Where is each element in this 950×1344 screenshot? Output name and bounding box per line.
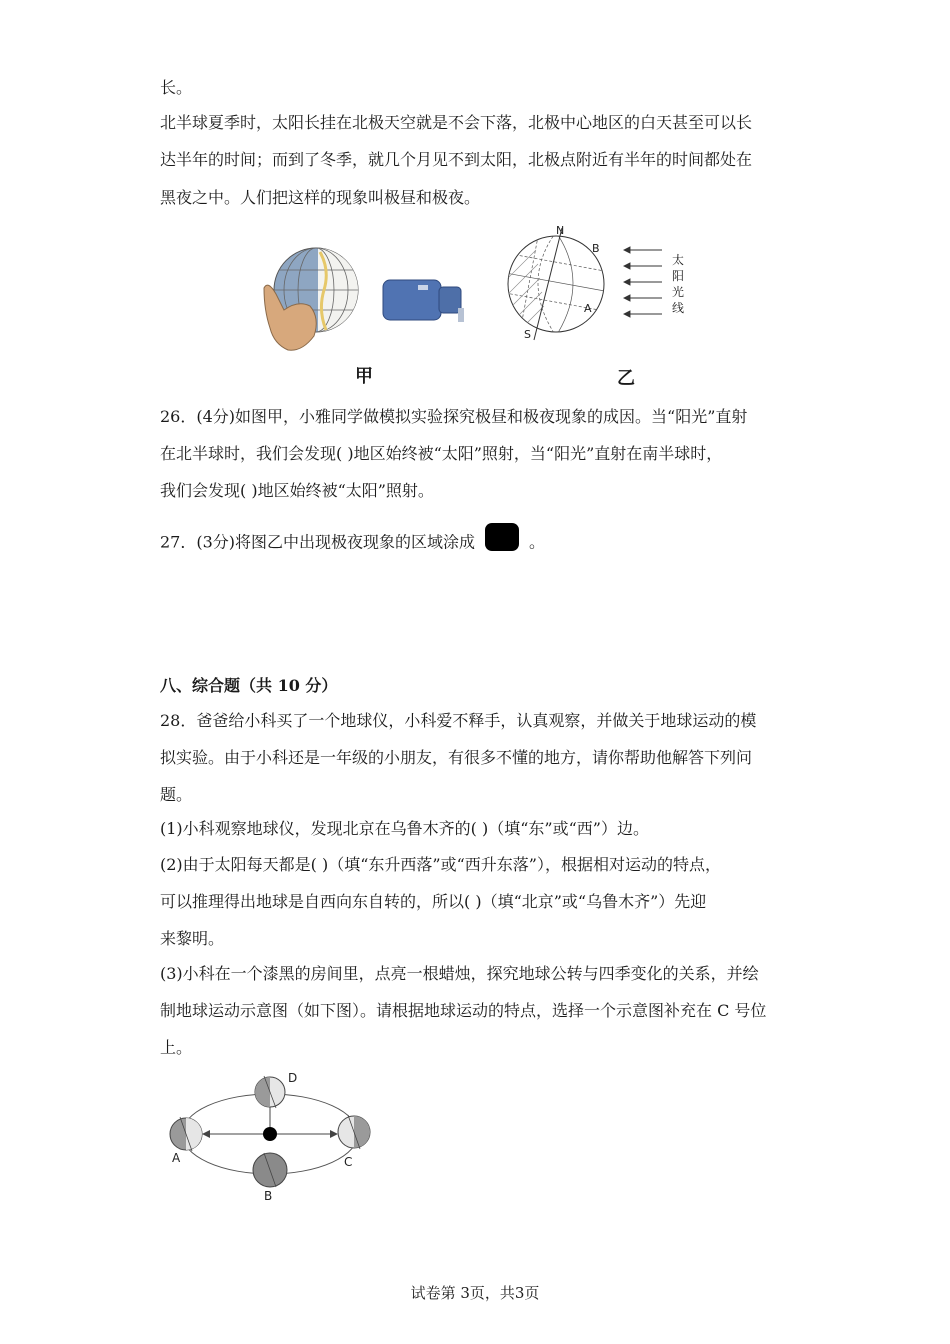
label-b: B: [592, 242, 600, 255]
label-a: A: [584, 302, 592, 315]
sunlight-char-1: 太: [672, 253, 685, 267]
q26-line-1: 26．(4分)如图甲，小雅同学做模拟实验探究极昼和极夜现象的成因。当“阳光”直射: [160, 407, 748, 426]
q28-part-2-line-1: (2)由于太阳每天都是( )（填“东升西落”或“西升东落”），根据相对运动的特点，: [160, 855, 721, 874]
earth-orbit-diagram: [160, 1066, 390, 1206]
black-fill-swatch: [485, 523, 519, 551]
q28-part-2-line-3: 来黎明。: [160, 929, 225, 948]
orbit-label-a: A: [172, 1151, 181, 1165]
q28-part-1: (1)小科观察地球仪，发现北京在乌鲁木齐的( )（填“东”或“西”）边。: [160, 819, 649, 838]
q28-line-1: 28．爸爸给小科买了一个地球仪，小科爱不释手，认真观察，并做关于地球运动的模: [160, 711, 757, 730]
orbit-label-c: C: [344, 1155, 353, 1169]
q27-period: 。: [529, 532, 546, 552]
figure-jia-globe-flashlight: [258, 240, 473, 360]
earth-position-a: [170, 1117, 202, 1151]
earth-position-b: [253, 1153, 287, 1187]
label-n: N: [556, 224, 565, 237]
earth-position-d: [255, 1076, 285, 1108]
intro-line-2: 达半年的时间；而到了冬季，就几个月见不到太阳，北极点附近有半年的时间都处在: [160, 150, 753, 169]
intro-line-0: 长。: [160, 78, 193, 97]
q28-line-3: 题。: [160, 785, 193, 804]
intro-line-1: 北半球夏季时，太阳长挂在北极天空就是不会下落，北极中心地区的白天甚至可以长: [160, 113, 753, 132]
label-s: S: [524, 328, 531, 341]
q26-line-2: 在北半球时，我们会发现( )地区始终被“太阳”照射，当“阳光”直射在南半球时，: [160, 444, 723, 463]
orbit-label-d: D: [288, 1071, 298, 1085]
figure-yi-globe-diagram: [500, 222, 700, 350]
sunlight-char-2: 阳: [672, 269, 685, 283]
earth-position-c: [338, 1115, 370, 1149]
caption-yi: 乙: [617, 368, 635, 389]
intro-line-3: 黑夜之中。人们把这样的现象叫极昼和极夜。: [160, 188, 481, 207]
sunlight-char-4: 线: [672, 301, 685, 315]
page-footer: 试卷第 3页，共3页: [410, 1284, 540, 1302]
sunlight-char-3: 光: [672, 285, 685, 299]
caption-jia: 甲: [355, 366, 373, 387]
section-8-title: 八、综合题（共 10 分）: [160, 676, 338, 695]
q28-part-3-line-1: (3)小科在一个漆黑的房间里，点亮一根蜡烛，探究地球公转与四季变化的关系，并绘: [160, 964, 759, 983]
q28-part-3-line-3: 上。: [160, 1038, 193, 1057]
orbit-label-b: B: [264, 1189, 273, 1203]
q28-line-2: 拟实验。由于小科还是一年级的小朋友，有很多不懂的地方，请你帮助他解答下列问: [160, 748, 753, 767]
q26-line-3: 我们会发现( )地区始终被“太阳”照射。: [160, 481, 434, 500]
q28-part-2-line-2: 可以推理得出地球是自西向东自转的，所以( )（填“北京”或“乌鲁木齐”）先迎: [160, 892, 707, 911]
q27-text: 27．(3分)将图乙中出现极夜现象的区域涂成: [160, 532, 476, 552]
q28-part-3-line-2: 制地球运动示意图（如下图）。请根据地球运动的特点，选择一个示意图补充在 C 号位: [160, 1001, 767, 1020]
q27-line: [160, 529, 545, 557]
